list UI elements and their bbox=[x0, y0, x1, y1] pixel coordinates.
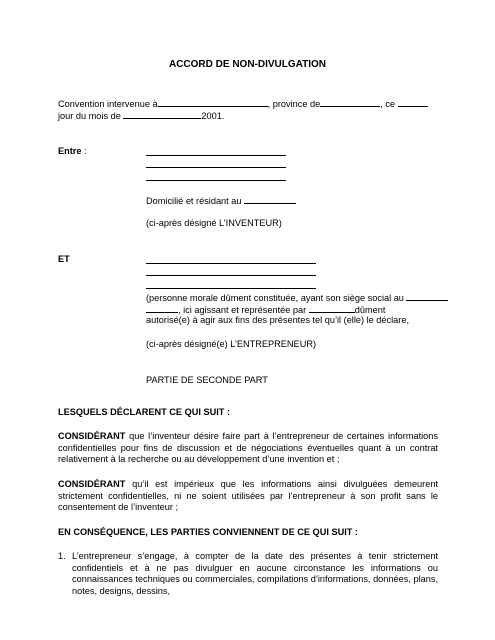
convention-text-c: , ce bbox=[380, 99, 396, 109]
company-name-line-3 bbox=[146, 288, 316, 289]
blank-representative bbox=[309, 303, 355, 313]
entrepreneur-designation: (ci-après désigné(e) L’ENTREPRENEUR) bbox=[146, 339, 317, 349]
company-description-line-3: autorisé(e) à agir aux fins des présentes tel qu’il (elle) le déclare, bbox=[146, 315, 409, 325]
inventor-designation: (ci-après désigné L’INVENTEUR) bbox=[146, 218, 282, 228]
convention-text-d: jour du mois de bbox=[58, 111, 121, 121]
considerant-text-2: qu’il est impérieux que les informations ainsi divulguées demeurent strictement confidentielles, ni ne soient utilisées par l’entrepreneur à son profit sans le consentement de l’inventeur ; bbox=[58, 479, 438, 513]
considerant-paragraph-1 bbox=[58, 431, 438, 466]
blank-address bbox=[146, 303, 178, 313]
company-text-1: (personne morale dûment constituée, ayant son siège social au bbox=[146, 293, 404, 303]
convention-text-b: , province de bbox=[267, 99, 321, 109]
et-label: ET bbox=[58, 254, 70, 264]
convention-year: 2001. bbox=[201, 111, 225, 121]
blank-city bbox=[158, 97, 268, 107]
considerant-paragraph-2 bbox=[58, 479, 438, 514]
considerant-label-1: CONSIDÉRANT bbox=[58, 431, 126, 441]
entre-label: Entre bbox=[58, 146, 82, 156]
consequence-heading: EN CONSÉQUENCE, LES PARTIES CONVIENNENT DE CE QUI SUIT : bbox=[58, 527, 358, 537]
partie-seconde-part: PARTIE DE SECONDE PART bbox=[146, 375, 268, 385]
company-name-line-2 bbox=[146, 275, 316, 276]
blank-siege bbox=[406, 291, 448, 301]
company-text-3: dûment bbox=[354, 305, 386, 315]
item-number-1: 1. bbox=[58, 551, 66, 561]
inventor-name-line-3 bbox=[146, 180, 286, 181]
entre-colon: : bbox=[81, 146, 87, 156]
item-text-1: L’entrepreneur s’engage, à compter de la date des présentes à tenir strictement confidentiels et à ne pas divulguer en aucune circonstance les informations ou connaissances techniques ou commerciales, compilations d’informations, données, plans, notes, designs, dessins, bbox=[72, 551, 438, 596]
company-name-line-1 bbox=[146, 263, 316, 264]
lesquels-heading: LESQUELS DÉCLARENT CE QUI SUIT : bbox=[58, 407, 231, 417]
inventor-domicile bbox=[146, 194, 296, 208]
document-title: ACCORD DE NON-DIVULGATION bbox=[168, 59, 327, 70]
domicile-label: Domicilié et résidant au bbox=[146, 196, 242, 206]
blank-month bbox=[123, 109, 201, 119]
inventor-name-line-1 bbox=[146, 155, 286, 156]
blank-domicile bbox=[244, 194, 296, 204]
convention-text-a: Convention intervenue à bbox=[58, 99, 158, 109]
blank-day bbox=[398, 97, 428, 107]
blank-province bbox=[320, 97, 380, 107]
convention-line-2 bbox=[58, 109, 224, 123]
considerant-text-1: que l’inventeur désire faire part à l’entrepreneur de certaines informations confidentielles pour fins de discussion et de négociations éventuelles quant à un contrat relativement à la recherche ou au développement d’une invention et ; bbox=[58, 431, 438, 465]
entre-heading bbox=[58, 146, 87, 158]
company-text-2: , ici agissant et représentée par bbox=[178, 305, 307, 315]
considerant-label-2: CONSIDÉRANT bbox=[58, 479, 126, 489]
inventor-name-line-2 bbox=[146, 167, 286, 168]
